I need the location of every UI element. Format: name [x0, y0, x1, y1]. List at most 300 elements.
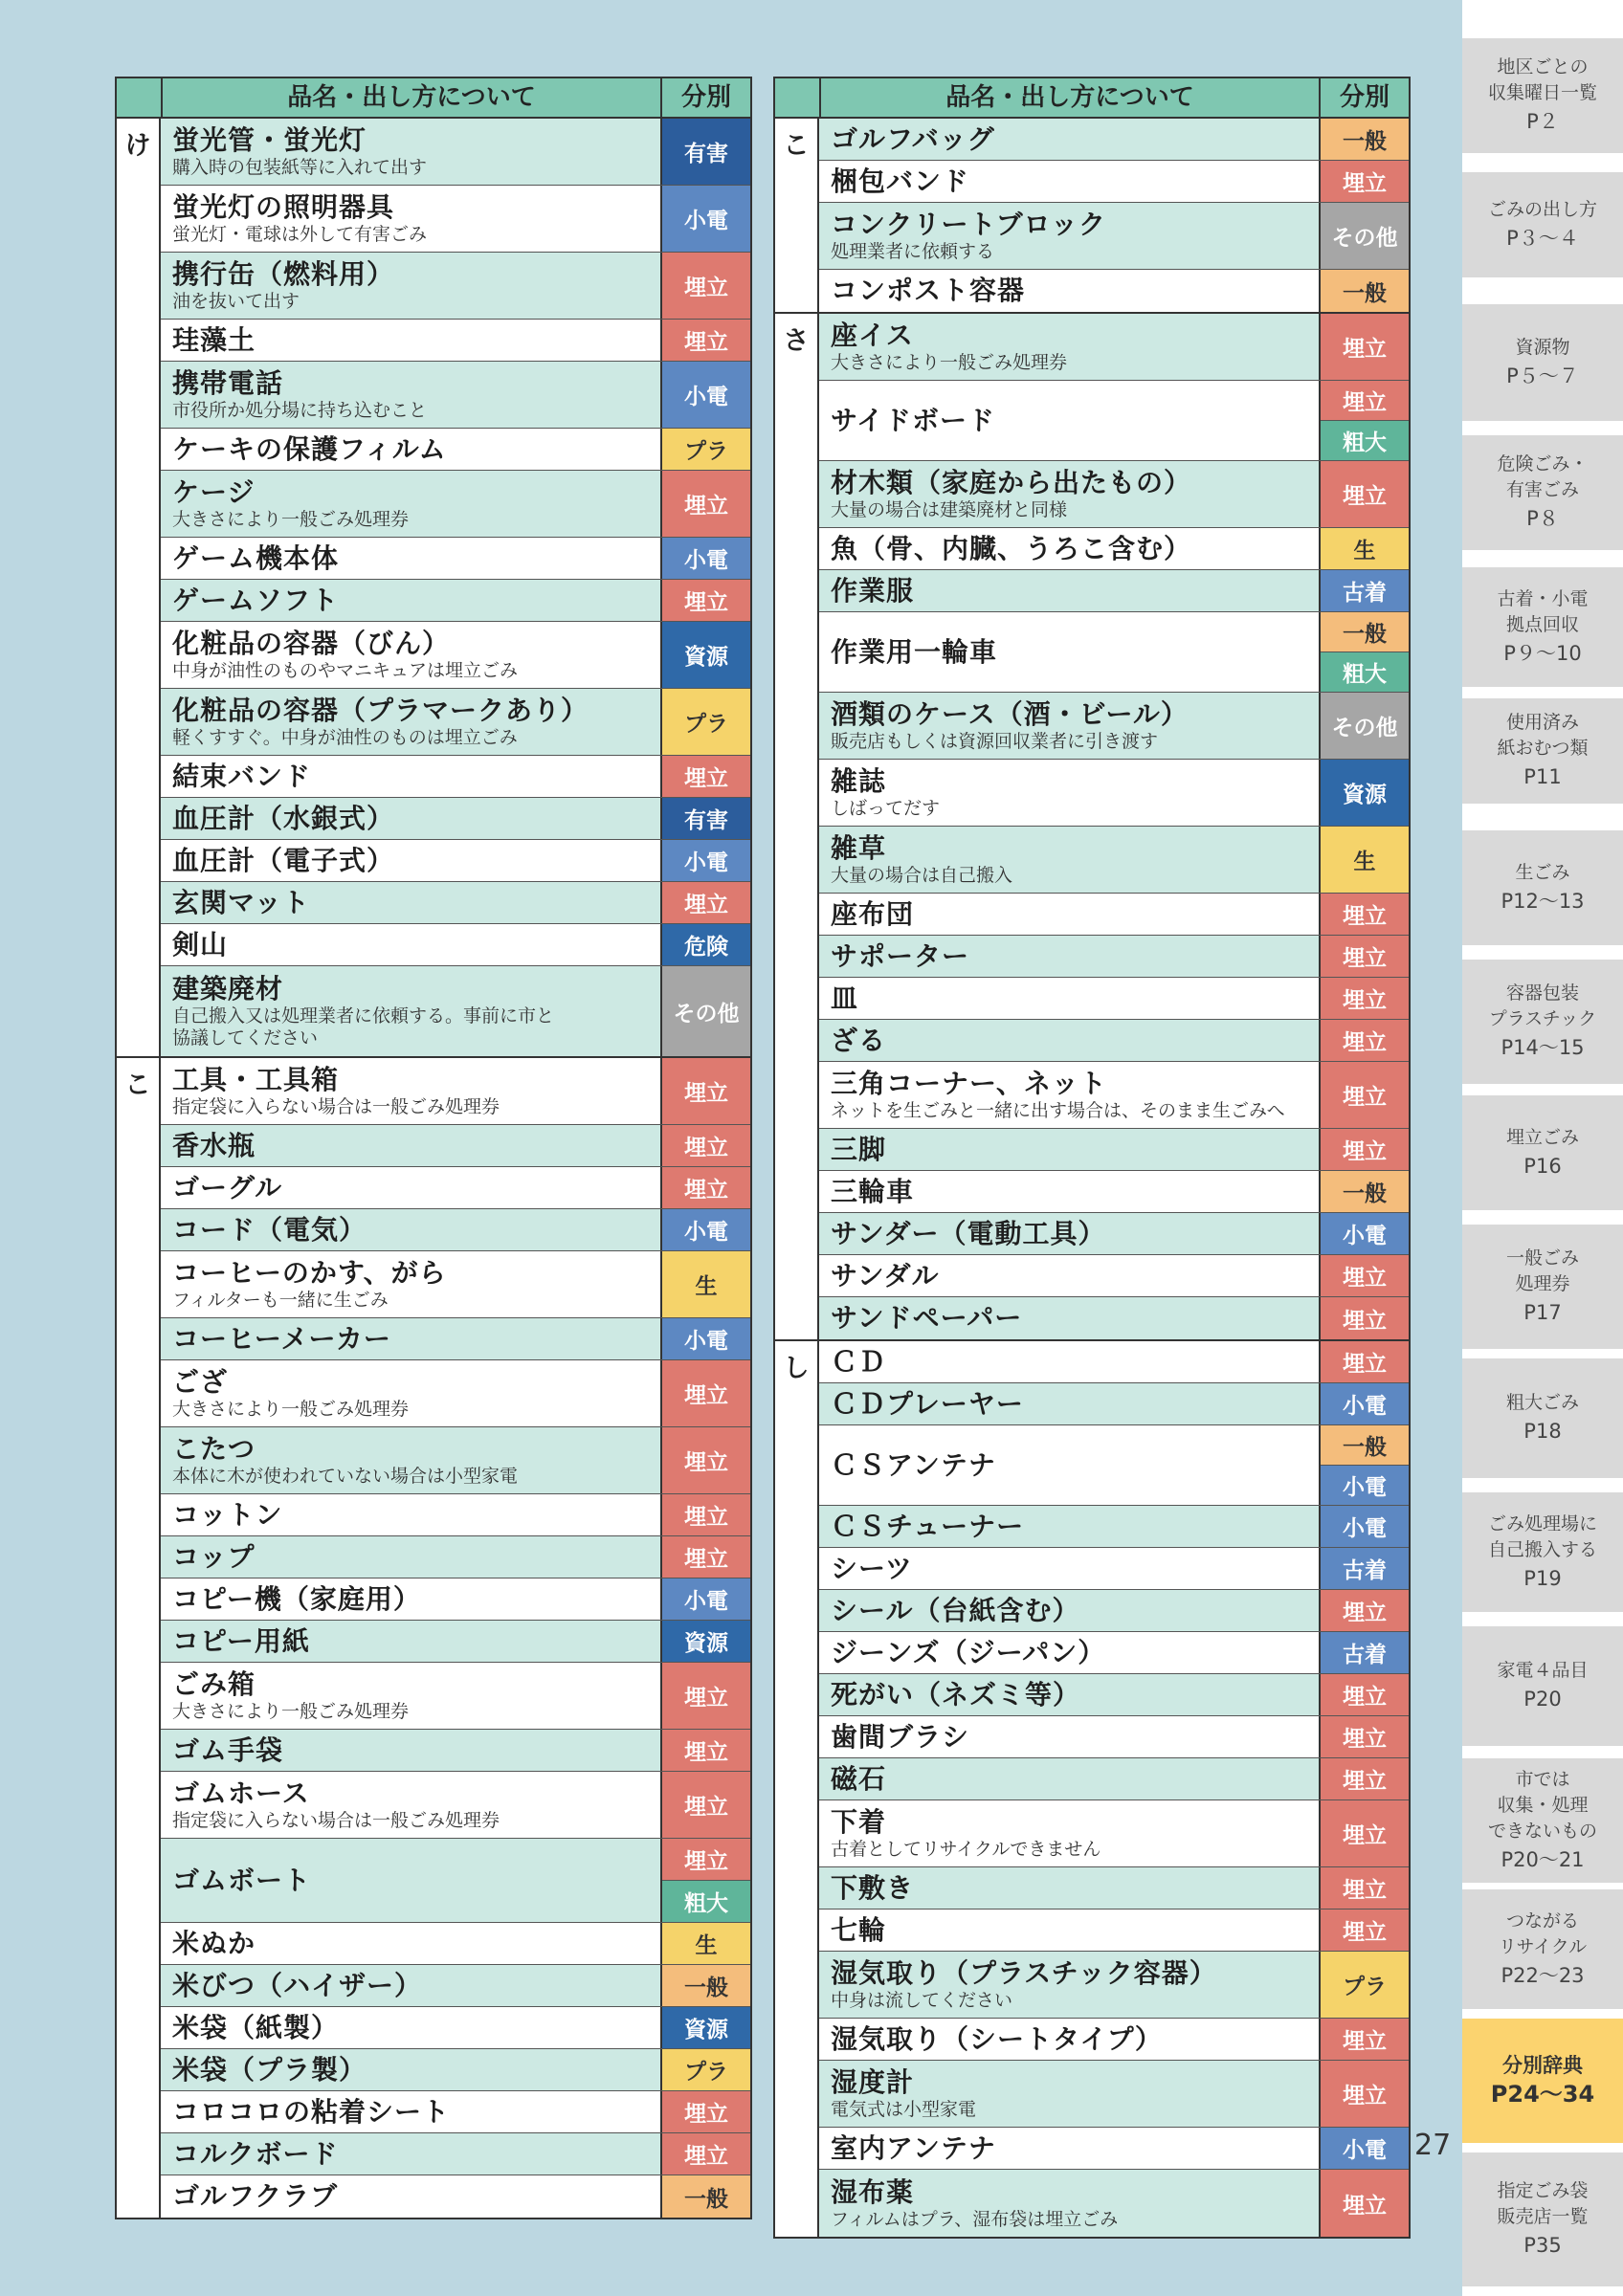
table-row — [819, 693, 1409, 760]
item-name: 七輪 — [831, 1913, 887, 1946]
item-cell — [161, 2091, 662, 2132]
item-note: 本体に木が使われていない場合は小型家電 — [172, 1466, 519, 1487]
item-name: コンクリートブロック — [831, 209, 1107, 240]
item-cell — [161, 622, 662, 688]
item-name: ゴム手袋 — [172, 1733, 284, 1766]
category-cell — [1321, 203, 1409, 269]
sidebar-tab[interactable] — [1462, 1492, 1623, 1612]
item-name: 室内アンテナ — [831, 2131, 996, 2164]
category-cell — [662, 689, 750, 755]
category-cell — [662, 1360, 750, 1426]
item-cell — [819, 1062, 1321, 1128]
item-cell — [819, 936, 1321, 977]
sidebar-tab-title: ごみの出し方 — [1487, 198, 1597, 220]
category-cell — [662, 840, 750, 881]
category-cell — [1321, 461, 1409, 527]
sidebar-tab-page: P16 — [1523, 1154, 1562, 1178]
sidebar-tab[interactable] — [1462, 567, 1623, 687]
category-badge: 一般 — [1321, 270, 1409, 312]
item-cell — [161, 966, 662, 1056]
category-badge: 小電 — [1321, 1506, 1409, 1547]
sidebar-tab-page: P８ — [1526, 507, 1559, 530]
sidebar-tab[interactable] — [1462, 960, 1623, 1084]
item-cell — [819, 1674, 1321, 1715]
sidebar-tab-page: P３～４ — [1506, 226, 1579, 250]
item-note: 軽くすすぐ。中身が油性のものは埋立ごみ — [172, 727, 518, 748]
item-cell — [161, 119, 662, 185]
category-cell — [662, 2091, 750, 2132]
item-name: コード（電気） — [172, 1213, 367, 1246]
item-cell — [161, 1730, 662, 1771]
category-badge: 一般 — [1321, 119, 1409, 160]
category-badge: 埋立 — [662, 1730, 750, 1771]
item-cell — [819, 1255, 1321, 1296]
item-cell — [819, 1632, 1321, 1673]
item-cell — [161, 1494, 662, 1535]
item-note: 中身が油性のものやマニキュアは埋立ごみ — [172, 660, 519, 681]
item-note: 油を抜いて出す — [172, 291, 300, 312]
item-note: 電気式は小型家電 — [831, 2099, 977, 2120]
item-name: 携行缶（燃料用） — [172, 258, 395, 290]
sidebar-tab[interactable] — [1462, 1758, 1623, 1883]
category-badge: その他 — [662, 966, 750, 1056]
item-note: 大量の場合は自己搬入 — [831, 865, 1013, 886]
item-name: 三角コーナー、ネット — [831, 1068, 1107, 1099]
category-badge: 小電 — [662, 1209, 750, 1250]
item-note: 市役所か処分場に持ち込むこと — [172, 400, 428, 421]
category-badge: その他 — [1321, 203, 1409, 269]
kana-label: し — [775, 1341, 819, 2237]
item-cell — [161, 1578, 662, 1620]
table-row — [161, 1839, 750, 1923]
item-cell — [161, 1965, 662, 2006]
category-badge: 埋立 — [662, 1058, 750, 1124]
category-badge: 一般 — [662, 1965, 750, 2006]
header-item-name: 品名・出し方について — [821, 78, 1321, 117]
table-row — [161, 1251, 750, 1318]
item-note: 指定袋に入らない場合は一般ごみ処理券 — [172, 1096, 500, 1117]
item-name: 工具・工具箱 — [172, 1064, 340, 1095]
category-badge: 一般 — [1321, 1171, 1409, 1212]
category-cell — [662, 186, 750, 252]
category-badge: 埋立 — [1321, 1062, 1409, 1128]
category-badge: プラ — [1321, 1952, 1409, 2018]
item-name: 蛍光灯の照明器具 — [172, 191, 395, 223]
item-cell — [819, 612, 1321, 692]
category-cell — [662, 1772, 750, 1838]
category-cell — [662, 2175, 750, 2218]
table-row — [161, 2049, 750, 2091]
table-row — [819, 1506, 1409, 1548]
kana-label: こ — [117, 1058, 161, 2218]
category-cell — [1321, 894, 1409, 935]
sidebar-tab-page: P14～15 — [1501, 1036, 1585, 1059]
category-cell — [1321, 693, 1409, 759]
category-cell — [662, 756, 750, 797]
sidebar-tab[interactable] — [1462, 698, 1623, 804]
category-badge: 埋立 — [662, 1494, 750, 1535]
category-badge: 埋立 — [662, 1772, 750, 1838]
item-cell — [819, 119, 1321, 160]
item-name: 携帯電話 — [172, 367, 284, 399]
table-row — [819, 1213, 1409, 1255]
item-name: ざる — [831, 1024, 887, 1056]
item-cell — [161, 798, 662, 839]
table-row — [161, 538, 750, 580]
item-cell — [819, 528, 1321, 569]
table-header — [117, 78, 750, 119]
category-cell — [662, 1209, 750, 1250]
table-row — [819, 894, 1409, 936]
item-name: ＣＳアンテナ — [831, 1448, 996, 1481]
category-badge: 埋立 — [1321, 894, 1409, 935]
category-cell — [662, 1125, 750, 1166]
table-row — [161, 1965, 750, 2007]
category-badge: 小電 — [1321, 1466, 1409, 1505]
item-cell — [161, 840, 662, 881]
category-cell — [1321, 119, 1409, 160]
category-cell — [662, 1536, 750, 1578]
category-badge: 古着 — [1321, 1632, 1409, 1673]
category-badge: 資源 — [662, 2007, 750, 2048]
item-cell — [161, 1318, 662, 1359]
table-body — [117, 119, 750, 2218]
category-badge: プラ — [662, 689, 750, 755]
item-cell — [819, 2128, 1321, 2169]
kana-group — [775, 1341, 1409, 2237]
table-row — [819, 1255, 1409, 1297]
sidebar-tab[interactable] — [1462, 38, 1623, 153]
category-cell — [1321, 1383, 1409, 1424]
table-row — [161, 1923, 750, 1965]
category-cell — [1321, 1867, 1409, 1909]
item-cell — [161, 1427, 662, 1493]
table-row — [161, 186, 750, 253]
sidebar-tab[interactable] — [1462, 1225, 1623, 1349]
item-cell — [161, 756, 662, 797]
category-badge: 古着 — [1321, 570, 1409, 611]
item-name: サンダー（電動工具） — [831, 1217, 1106, 1249]
item-name: コーヒーメーカー — [172, 1322, 391, 1355]
category-badge: 生 — [662, 1923, 750, 1964]
item-name: 湿気取り（プラスチック容器） — [831, 1957, 1217, 1989]
item-cell — [161, 1663, 662, 1729]
item-name: 結束バンド — [172, 760, 312, 792]
sidebar-tab[interactable] — [1462, 830, 1623, 945]
item-name: ジーンズ（ジーパン） — [831, 1636, 1106, 1668]
item-cell — [161, 689, 662, 755]
kana-group — [117, 119, 750, 1058]
item-cell — [161, 186, 662, 252]
sidebar-tab[interactable] — [1462, 2019, 1623, 2143]
category-badge: 小電 — [1321, 2128, 1409, 2169]
category-badge: 埋立 — [1321, 936, 1409, 977]
item-cell — [161, 1621, 662, 1662]
category-cell — [1321, 270, 1409, 312]
item-cell — [161, 1058, 662, 1124]
item-cell — [819, 1383, 1321, 1424]
sidebar-tab-page: P20 — [1523, 1688, 1562, 1711]
table-row — [161, 840, 750, 882]
category-cell — [662, 622, 750, 688]
table-row — [819, 314, 1409, 381]
table-row — [819, 1020, 1409, 1062]
item-name: 米袋（紙製） — [172, 2011, 340, 2043]
category-badge: 埋立 — [1321, 1590, 1409, 1631]
item-cell — [819, 2170, 1321, 2237]
item-note: 大きさにより一般ごみ処理券 — [172, 509, 410, 530]
kana-label: こ — [775, 119, 819, 312]
sidebar-tab[interactable] — [1462, 1095, 1623, 1210]
item-name: 材木類（家庭から出たもの） — [831, 467, 1192, 498]
category-cell — [1321, 1506, 1409, 1547]
category-badge: 粗大 — [1321, 652, 1409, 692]
kana-label: さ — [775, 314, 819, 1339]
item-name: ゴルフクラブ — [172, 2180, 339, 2212]
item-name: 三脚 — [831, 1133, 887, 1165]
table-row — [819, 612, 1409, 693]
category-cell — [1321, 1758, 1409, 1799]
kana-group — [117, 1058, 750, 2218]
sidebar-tab[interactable] — [1462, 435, 1623, 550]
category-badge: 小電 — [662, 186, 750, 252]
sidebar-tab-title: 粗大ごみ — [1505, 1392, 1579, 1413]
item-name: こたつ — [172, 1433, 256, 1465]
section-index-sidebar — [1462, 0, 1623, 2296]
item-name: 作業用一輪車 — [831, 635, 998, 668]
item-cell — [161, 471, 662, 537]
item-name: ケージ — [172, 476, 256, 508]
item-name: 血圧計（水銀式） — [172, 802, 395, 834]
sidebar-tab[interactable] — [1462, 172, 1623, 277]
table-row — [819, 827, 1409, 894]
item-name: ゴーグル — [172, 1171, 283, 1203]
item-name: 座イス — [831, 320, 914, 351]
item-name: 湿度計 — [831, 2066, 915, 2098]
sidebar-tab[interactable] — [1462, 1626, 1623, 1746]
table-row — [819, 2019, 1409, 2061]
category-cell — [662, 798, 750, 839]
item-name: 化粧品の容器（プラマークあり） — [172, 695, 589, 726]
table-row — [819, 270, 1409, 312]
item-note: ネットを生ごみと一緒に出す場合は、そのまま生ごみへ — [831, 1100, 1285, 1121]
category-badge: 埋立 — [1321, 1129, 1409, 1170]
item-name: コンポスト容器 — [831, 275, 1026, 306]
category-badge: 埋立 — [662, 1167, 750, 1208]
category-cell — [1321, 1020, 1409, 1061]
table-row — [819, 2061, 1409, 2128]
item-name: 魚（骨、内臓、うろこ含む） — [831, 532, 1192, 564]
item-cell — [161, 2133, 662, 2175]
item-cell — [819, 1758, 1321, 1799]
table-row — [819, 1297, 1409, 1339]
category-cell — [1321, 570, 1409, 611]
item-cell — [161, 1125, 662, 1166]
category-badge: 有害 — [662, 798, 750, 839]
category-cell — [662, 2133, 750, 2175]
item-cell — [819, 1425, 1321, 1505]
sidebar-tab-title: 地区ごとの 収集曜日一覧 — [1487, 56, 1597, 103]
category-cell — [662, 924, 750, 965]
item-note: 古着としてリサイクルできません — [831, 1839, 1101, 1860]
sidebar-tab-title: 家電４品目 — [1497, 1660, 1589, 1681]
item-name: ＣＤプレーヤー — [831, 1387, 1024, 1420]
category-badge: 埋立 — [1321, 1716, 1409, 1757]
table-row — [161, 1663, 750, 1730]
category-cell — [1321, 161, 1409, 202]
item-cell — [819, 570, 1321, 611]
item-name: コピー機（家庭用） — [172, 1582, 421, 1615]
category-badge: 埋立 — [662, 1839, 750, 1881]
item-cell — [819, 760, 1321, 826]
table-row — [819, 528, 1409, 570]
item-cell — [819, 381, 1321, 460]
category-badge: 埋立 — [662, 2133, 750, 2175]
table-row — [161, 2007, 750, 2049]
category-cell — [662, 119, 750, 185]
category-badge: 有害 — [662, 119, 750, 185]
item-name: 三輪車 — [831, 1175, 915, 1207]
table-row — [161, 253, 750, 320]
category-cell — [662, 882, 750, 923]
sidebar-tab-title: 危険ごみ・ 有害ごみ — [1497, 453, 1589, 500]
sidebar-tab[interactable] — [1462, 1358, 1623, 1478]
table-row — [819, 161, 1409, 203]
category-badge: 埋立 — [662, 1536, 750, 1578]
item-name: 雑草 — [831, 832, 887, 864]
sidebar-tab[interactable] — [1462, 1889, 1623, 2009]
category-badge: 埋立 — [1321, 1341, 1409, 1382]
table-row — [161, 1730, 750, 1772]
category-cell — [1321, 1425, 1409, 1505]
item-cell — [161, 1209, 662, 1250]
category-cell — [1321, 1548, 1409, 1589]
category-cell — [662, 429, 750, 470]
page-number: 27 — [1414, 2129, 1452, 2162]
category-badge: 埋立 — [662, 756, 750, 797]
table-row — [819, 936, 1409, 978]
item-cell — [819, 1297, 1321, 1339]
table-row — [161, 2091, 750, 2133]
item-cell — [819, 1506, 1321, 1547]
item-name: 酒類のケース（酒・ビール） — [831, 698, 1189, 730]
item-cell — [161, 580, 662, 621]
item-cell — [819, 1952, 1321, 2018]
item-cell — [161, 924, 662, 965]
table-row — [161, 689, 750, 756]
category-cell — [662, 1621, 750, 1662]
item-cell — [819, 270, 1321, 312]
sidebar-tab-page: P５～７ — [1506, 364, 1579, 387]
item-name: 雑誌 — [831, 765, 887, 797]
category-cell — [1321, 1297, 1409, 1339]
item-name: 皿 — [831, 982, 859, 1014]
item-name: サイドボード — [831, 404, 996, 436]
category-cell — [662, 471, 750, 537]
category-badge: 資源 — [662, 622, 750, 688]
table-row — [819, 2128, 1409, 2170]
category-badge: 埋立 — [1321, 1758, 1409, 1799]
table-row — [161, 119, 750, 186]
category-badge: 小電 — [662, 362, 750, 428]
category-badge: 生 — [662, 1251, 750, 1317]
category-cell — [1321, 1062, 1409, 1128]
item-cell — [819, 1213, 1321, 1254]
item-cell — [819, 1548, 1321, 1589]
item-cell — [161, 362, 662, 428]
item-name: 玄関マット — [172, 886, 310, 918]
table-row — [161, 429, 750, 471]
category-badge: 生 — [1321, 827, 1409, 893]
sidebar-tab[interactable] — [1462, 2152, 1623, 2286]
item-list — [161, 1058, 750, 2218]
category-badge: 埋立 — [1321, 314, 1409, 380]
table-row — [819, 1716, 1409, 1758]
category-cell — [1321, 827, 1409, 893]
item-name: ゲームソフト — [172, 584, 340, 616]
item-name: 血圧計（電子式） — [172, 844, 395, 876]
category-badge: 埋立 — [1321, 1674, 1409, 1715]
table-row — [161, 1125, 750, 1167]
item-cell — [161, 1772, 662, 1838]
table-row — [161, 798, 750, 840]
item-note: 大きさにより一般ごみ処理券 — [831, 352, 1068, 373]
category-cell — [1321, 1952, 1409, 2018]
category-badge: 埋立 — [1321, 1867, 1409, 1909]
item-note: 大きさにより一般ごみ処理券 — [172, 1399, 410, 1420]
category-badge: 埋立 — [1321, 381, 1409, 421]
table-row — [161, 1427, 750, 1494]
item-cell — [819, 1020, 1321, 1061]
item-list — [819, 119, 1409, 312]
category-cell — [662, 1251, 750, 1317]
sidebar-tab[interactable] — [1462, 304, 1623, 421]
table-row — [819, 1548, 1409, 1590]
category-badge: 埋立 — [1321, 2019, 1409, 2060]
sidebar-tab-page: P35 — [1523, 2234, 1562, 2257]
category-cell — [1321, 1129, 1409, 1170]
table-row — [819, 1758, 1409, 1800]
item-cell — [819, 2061, 1321, 2127]
category-cell — [662, 1923, 750, 1964]
category-cell — [1321, 1213, 1409, 1254]
table-row — [161, 2175, 750, 2218]
item-name: ＣＤ — [831, 1345, 887, 1378]
category-badge: 小電 — [1321, 1383, 1409, 1424]
sidebar-tab-title: ごみ処理場に 自己搬入する — [1487, 1512, 1597, 1560]
table-row — [819, 1062, 1409, 1129]
item-name: シール（台紙含む） — [831, 1594, 1080, 1626]
sidebar-tab-title: 市では 収集・処理 できないもの — [1487, 1768, 1597, 1842]
table-row — [161, 882, 750, 924]
category-badge: 埋立 — [662, 1427, 750, 1493]
item-name: 建築廃材 — [172, 973, 284, 1004]
category-badge: 埋立 — [662, 471, 750, 537]
item-name: ごみ箱 — [172, 1668, 256, 1700]
header-item-name: 品名・出し方について — [163, 78, 662, 117]
category-cell — [1321, 1590, 1409, 1631]
item-name: サンドペーパー — [831, 1302, 1023, 1334]
category-badge: 埋立 — [662, 882, 750, 923]
category-cell — [1321, 612, 1409, 692]
sidebar-tab-page: P11 — [1523, 765, 1562, 788]
table-row — [819, 1800, 1409, 1867]
category-cell — [662, 2049, 750, 2090]
table-row — [819, 461, 1409, 528]
sidebar-tab-title: 一般ごみ 処理券 — [1505, 1247, 1579, 1294]
category-badge: 小電 — [1321, 1213, 1409, 1254]
item-cell — [819, 827, 1321, 893]
